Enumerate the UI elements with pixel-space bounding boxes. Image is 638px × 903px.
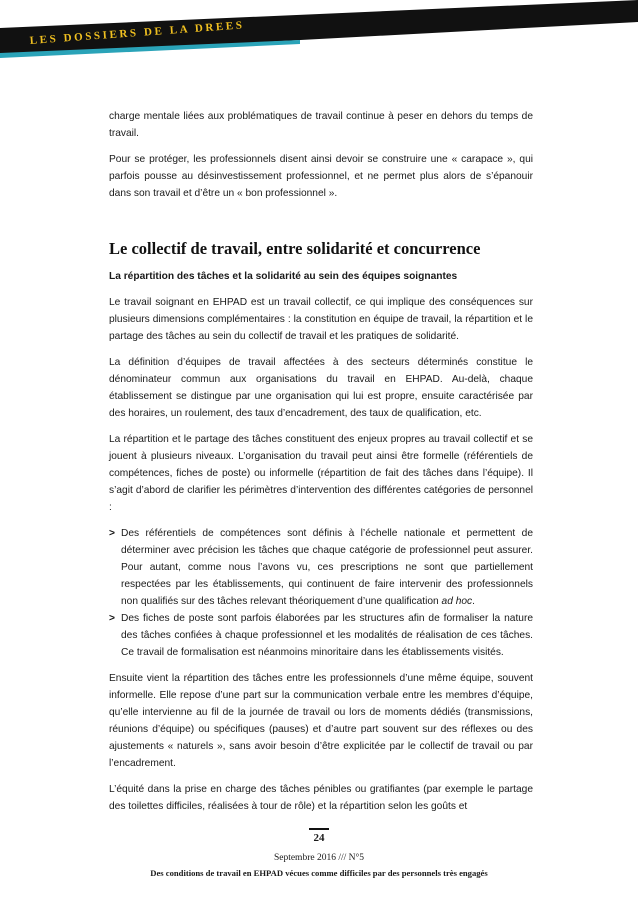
body-paragraph: Le travail soignant en EHPAD est un travail collectif, ce qui implique des conséquences sur plusieurs dimensions complémentaires : la constitution en équipe de travail, la répartition et le partage des tâches au sein du collectif de travail et les pratiques de solidarité. — [109, 297, 533, 342]
section-title: Le collectif de travail, entre solidarité et concurrence — [109, 239, 481, 258]
list-item-italic: ad hoc — [441, 596, 473, 607]
page-number-rule — [309, 828, 329, 830]
list-item-tail: . — [472, 596, 475, 607]
body-paragraph: La définition d’équipes de travail affectées à des secteurs déterminés constitue le dénominateur commun aux organisations du travail en EHPAD. Au-delà, chaque établissement se distingue par une organisation qui lui est propre, ensuite caractérisée par des horaires, un roulement, des taux d’encadrement, des taux de qualification, etc. — [109, 357, 533, 419]
bullet-marker: > — [109, 528, 115, 539]
footer-publication-title: Des conditions de travail en EHPAD vécues comme difficiles par des personnels très engagés — [150, 868, 488, 878]
body-paragraph: L’équité dans la prise en charge des tâches pénibles ou gratifiantes (par exemple le partage des toilettes difficiles, réalisées à tour de rôle) et la répartition selon les goûts et — [109, 784, 533, 812]
page-number: 24 — [313, 832, 325, 844]
bullet-marker: > — [109, 613, 115, 624]
list-item-text: Des référentiels de compétences sont définis à l’échelle nationale et permettent de déterminer avec précision les tâches que chaque catégorie de professionnel peut assurer. Pour autant, comme nous l’avons vu, ces prescriptions ne sont que partiellement respectées par les établissements, qui continuent de faire intervenir des professionnels non qualifiés sur des tâches relevant théoriquement d’une qualification — [121, 528, 533, 607]
section-subheading: La répartition des tâches et la solidarité au sein des équipes soignantes — [109, 271, 458, 282]
banner-title-graphic — [0, 0, 300, 60]
list-item — [109, 525, 533, 610]
footer-date-issue: Septembre 2016 /// N°5 — [273, 853, 365, 863]
main-content — [109, 108, 533, 815]
page-footer — [0, 828, 638, 879]
body-paragraph: Ensuite vient la répartition des tâches entre les professionnels d’une même équipe, souvent informelle. Elle repose d’une part sur la communication verbale entre les membres d’équipe, qu’elle intervienne au fil de la journée de travail ou lors de moments dédiés (transmissions, réunions d’équipe) ou spécifiques (pauses) et d’autre part souvent sur des réflexes ou des ajustements « naturels », sans avoir besoin d’être explicitée par le collectif de travail ou par l’encadrement. — [109, 673, 533, 769]
list-item — [109, 610, 533, 661]
body-paragraph: La répartition et le partage des tâches constituent des enjeux propres au travail collectif et se jouent à plusieurs niveaux. L’organisation du travail peut ainsi être formelle (référentiels de compétences, fiches de poste) ou informelle (répartition de fait des tâches dans l’équipe). Il s’agit d’abord de clarifier les périmètres d’intervention des différentes catégories de personnel : — [109, 434, 533, 513]
banner-title: LES DOSSIERS DE LA DREES — [29, 19, 245, 47]
list-item-text: Des fiches de poste sont parfois élaborées par les structures afin de formaliser la nature des tâches confiées à chaque professionnel et les modalités de réalisation de ces tâches. Ce travail de formalisation est néanmoins minoritaire dans les établissements visités. — [121, 613, 533, 658]
intro-paragraph: Pour se protéger, les professionnels disent ainsi devoir se construire une « carapace », qui parfois pousse au désinvestissement professionnel, et ne permet plus alors de s’épanouir dans son travail et d’être un « bon professionnel ». — [109, 154, 533, 199]
bullet-list — [109, 525, 533, 661]
header-banner — [0, 0, 638, 70]
intro-paragraph: charge mentale liées aux problématiques de travail continue à peser en dehors du temps de travail. — [109, 111, 533, 139]
